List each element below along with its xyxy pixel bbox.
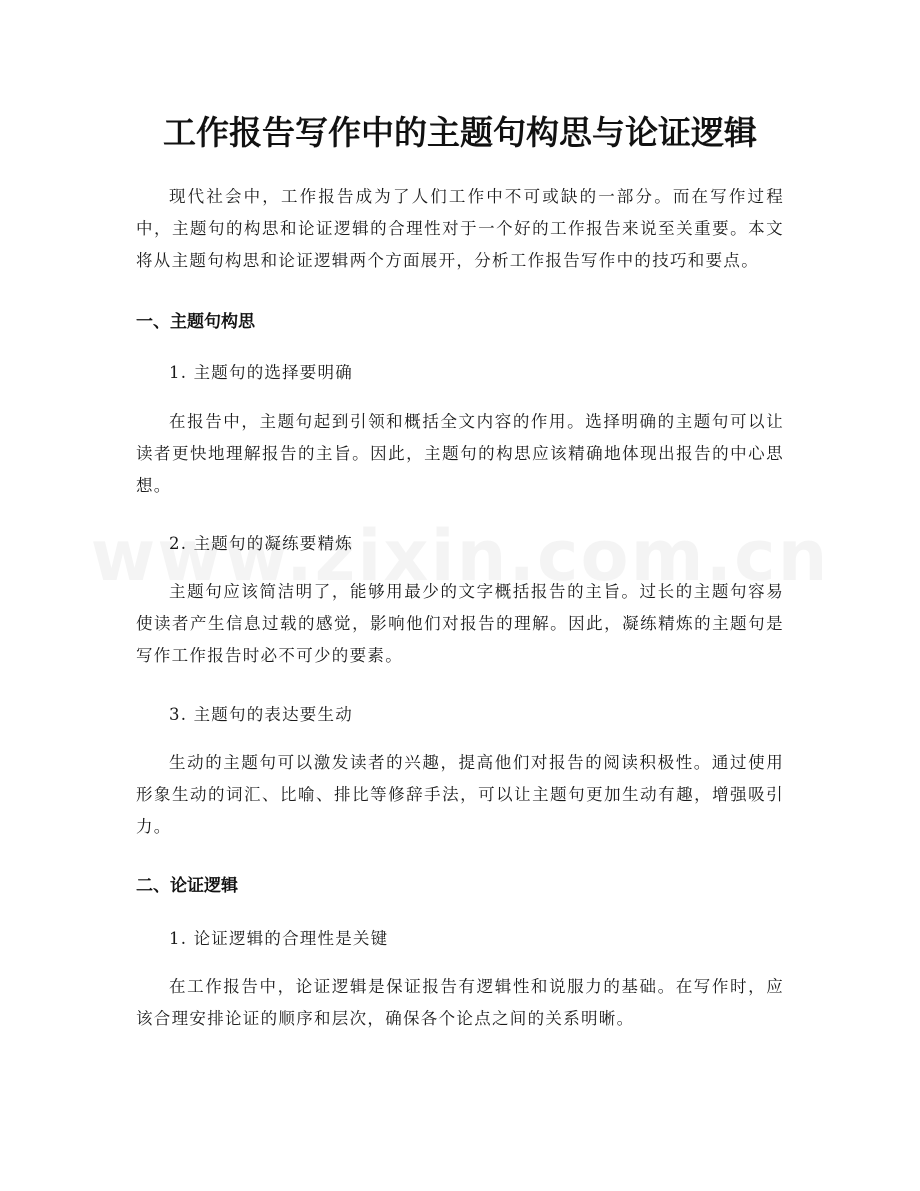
section-2-heading: 二、论证逻辑 <box>136 876 238 896</box>
section-1-paragraph-2: 主题句应该简洁明了，能够用最少的文字概括报告的主旨。过长的主题句容易使读者产生信息过载的感觉，影响他们对报告的理解。因此，凝练精炼的主题句是写作工作报告时必不可少的要素。 <box>136 582 784 665</box>
section-2-paragraph-1: 在工作报告中，论证逻辑是保证报告有逻辑性和说服力的基础。在写作时，应该合理安排论证的顺序和层次，确保各个论点之间的关系明晰。 <box>136 977 784 1028</box>
section-1-paragraph-1: 在报告中，主题句起到引领和概括全文内容的作用。选择明确的主题句可以让读者更快地理解报告的主旨。因此，主题句的构思应该精确地体现出报告的中心思想。 <box>136 412 784 495</box>
page-title: 工作报告写作中的主题句构思与论证逻辑 <box>163 113 757 152</box>
section-1-heading: 一、主题句构思 <box>136 312 255 332</box>
section-2-subheading-1: 1. 论证逻辑的合理性是关键 <box>169 929 389 948</box>
section-1-subheading-3: 3. 主题句的表达要生动 <box>169 705 353 724</box>
intro-paragraph: 现代社会中，工作报告成为了人们工作中不可或缺的一部分。而在写作过程中，主题句的构思和论证逻辑的合理性对于一个好的工作报告来说至关重要。本文将从主题句构思和论证逻辑两个方面展开，分析工作报告写作中的技巧和要点。 <box>136 187 784 270</box>
section-1-subheading-2: 2. 主题句的凝练要精炼 <box>169 534 353 553</box>
section-1-subheading-1: 1. 主题句的选择要明确 <box>169 363 353 382</box>
section-1-paragraph-3: 生动的主题句可以激发读者的兴趣，提高他们对报告的阅读积极性。通过使用形象生动的词汇、比喻、排比等修辞手法，可以让主题句更加生动有趣，增强吸引力。 <box>136 753 784 836</box>
